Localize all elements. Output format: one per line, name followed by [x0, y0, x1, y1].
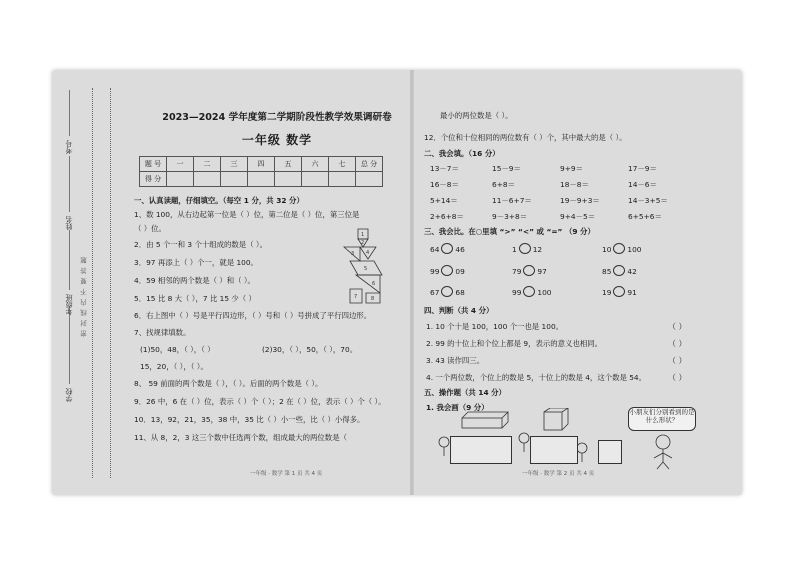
- question-7-part-1: (1)50，48，（ ），（ ）: [140, 345, 215, 354]
- svg-text:8: 8: [371, 296, 375, 302]
- score-input-cell[interactable]: [248, 172, 275, 187]
- score-cell: 题 号: [140, 157, 167, 172]
- drawing-answer-box-1[interactable]: [450, 436, 512, 464]
- svg-text:3: 3: [351, 251, 355, 257]
- cuboid-top-icon: [462, 412, 508, 418]
- school-label: 学校: [65, 388, 73, 402]
- seal-line-outer: [92, 88, 93, 478]
- name-line: [69, 156, 70, 212]
- calc-item: 16－8＝: [430, 180, 459, 189]
- score-cell: 一: [167, 157, 194, 172]
- cartoon-child-icon: [648, 432, 678, 470]
- exam-no-label: 考号: [65, 140, 73, 154]
- section-2-heading: 二、我会填。（16 分）: [424, 149, 500, 158]
- compare-circle[interactable]: [613, 265, 625, 276]
- compare-circle[interactable]: [441, 243, 453, 254]
- calc-item: 9+9＝: [560, 164, 583, 173]
- cube-object-icon: [544, 412, 562, 430]
- score-input-cell[interactable]: [356, 172, 383, 187]
- question-8: 8、 59 前面的两个数是（ ），（ ）。后面的两个数是（ ）。: [134, 379, 323, 388]
- calc-item: 5+14＝: [430, 196, 458, 205]
- svg-text:1: 1: [361, 232, 365, 238]
- compare-circle[interactable]: [441, 265, 453, 276]
- calc-item: 14－3+5＝: [628, 196, 668, 205]
- svg-text:2: 2: [361, 240, 365, 246]
- calc-item: 9－3+8＝: [492, 212, 528, 221]
- judge-2: 2. 99 的十位上和个位上都是 9，表示的意义也相同。: [426, 339, 603, 348]
- judge-2-answer[interactable]: （ ）: [668, 339, 687, 348]
- svg-text:4: 4: [366, 250, 370, 256]
- footer-right: 一年级 · 数学 第 2 页 共 4 页: [522, 471, 595, 477]
- calc-item: 11－6+7＝: [492, 196, 532, 205]
- compare-item: 67 68: [430, 288, 465, 297]
- score-cell: 二: [194, 157, 221, 172]
- child-head-icon: [519, 433, 529, 443]
- score-input-cell[interactable]: [194, 172, 221, 187]
- cube-top-icon: [544, 408, 568, 412]
- compare-circle[interactable]: [613, 243, 625, 254]
- score-input-cell[interactable]: [275, 172, 302, 187]
- exam-no-line: [69, 90, 70, 136]
- judge-4: 4. 一个两位数，个位上的数是 5，十位上的数是 4，这个数是 54。: [426, 373, 647, 382]
- exam-subtitle: 一年级 数学: [241, 133, 313, 147]
- calc-item: 6+5+6＝: [628, 212, 662, 221]
- calc-item: 2+6+8＝: [430, 212, 464, 221]
- score-input-cell[interactable]: [302, 172, 329, 187]
- score-cell: 七: [329, 157, 356, 172]
- calc-item: 15－9＝: [492, 164, 521, 173]
- question-10: 10．13，92，21，35，38 中，35 比（ ）小一些，比（ ）小得多。: [134, 415, 365, 424]
- score-table-header-row: [140, 157, 383, 172]
- compare-item: 79 97: [512, 267, 547, 276]
- calc-item: 13－7＝: [430, 164, 459, 173]
- question-5: 5．15 比 8 大（ ），7 比 15 少（ ）: [134, 294, 256, 303]
- judge-3-answer[interactable]: （ ）: [668, 356, 687, 365]
- question-4: 4．59 相邻的两个数是（ ）和（ ）。: [134, 276, 255, 285]
- question-7-part-2: (2)30，（ ），50，（ ），70。: [262, 345, 358, 354]
- tangram-triangle-6: [356, 275, 380, 293]
- question-2: 2．由 5 个一和 3 个十组成的数是（ ）。: [134, 240, 268, 249]
- section-5-heading: 五、操作题（共 14 分）: [424, 388, 506, 397]
- cuboid-side-icon: [502, 412, 508, 428]
- compare-item: 85 42: [602, 267, 637, 276]
- seal-warning: 密 封 线 内 不 要 答 题: [80, 256, 88, 338]
- child-head-icon: [577, 443, 587, 453]
- judge-1-answer[interactable]: （ ）: [668, 322, 687, 331]
- svg-text:7: 7: [354, 294, 358, 300]
- compare-item: 1 12: [512, 245, 543, 254]
- judge-1: 1. 10 个十是 100，100 个一也是 100。: [426, 322, 564, 331]
- section-4-heading: 四、判断（共 4 分）: [424, 306, 494, 315]
- school-line: [69, 306, 70, 384]
- compare-circle[interactable]: [523, 286, 535, 297]
- grade-class-label: 年级班: [65, 294, 73, 315]
- score-input-cell[interactable]: [221, 172, 248, 187]
- svg-text:5: 5: [364, 266, 368, 272]
- speech-bubble: 小朋友们分别看到的是什么形状？: [628, 407, 696, 431]
- score-cell: 四: [248, 157, 275, 172]
- question-1-line-2: （ ）位。: [134, 224, 166, 233]
- compare-circle[interactable]: [523, 265, 535, 276]
- drawing-answer-box-3[interactable]: [598, 440, 622, 464]
- compare-circle[interactable]: [613, 286, 625, 297]
- score-cell: 六: [302, 157, 329, 172]
- drawing-answer-box-2[interactable]: [530, 436, 578, 464]
- calc-item: 17－9＝: [628, 164, 657, 173]
- grade-class-line: [69, 230, 70, 290]
- score-cell: 总 分: [356, 157, 383, 172]
- question-3: 3．97 再添上（ ）个一，就是 100。: [134, 258, 258, 267]
- score-cell: 得 分: [140, 172, 167, 187]
- question-11-continued: 最小的两位数是（ ）。: [440, 111, 513, 120]
- question-9: 9．26 中，6 在（ ）位，表示（ ）个（ ）；2 在（ ）位，表示（ ）个（ ）。: [134, 397, 386, 406]
- score-input-cell[interactable]: [329, 172, 356, 187]
- question-6: 6．右上图中（ ）号是平行四边形，（ ）号和（ ）号拼成了平行四边形。: [134, 311, 372, 320]
- svg-text:6: 6: [372, 281, 376, 287]
- question-11: 11、从 8，2，3 这三个数中任选两个数，组成最大的两位数是（: [134, 433, 347, 442]
- calc-item: 9+4－5＝: [560, 212, 596, 221]
- question-7-part-3: 15，20，（ ），（ ）。: [140, 362, 208, 371]
- calc-item: 14－6＝: [628, 180, 657, 189]
- compare-item: 10 100: [602, 245, 642, 254]
- compare-circle[interactable]: [441, 286, 453, 297]
- compare-item: 99 09: [430, 267, 465, 276]
- section-3-heading: 三、我会比。在○里填 “>” “<” 或 “=” （9 分）: [424, 227, 595, 236]
- calc-item: 18－8＝: [560, 180, 589, 189]
- score-table: [139, 156, 383, 187]
- compare-item: 99 100: [512, 288, 552, 297]
- question-12: 12．个位和十位相同的两位数有（ ）个，其中最大的是（ ）。: [424, 133, 627, 142]
- score-cell: 三: [221, 157, 248, 172]
- exam-sheet: [52, 70, 742, 495]
- score-table-score-row: [140, 172, 383, 187]
- child-head-icon: [439, 437, 449, 447]
- exam-title: 2023—2024 学年度第二学期阶段性教学效果调研卷: [162, 112, 392, 123]
- compare-circle[interactable]: [519, 243, 531, 254]
- operation-1: 1. 我会画（9 分）: [426, 403, 489, 412]
- question-1-line-1: 1、数 100，从右边起第一位是（ ）位，第二位是（ ）位，第三位是: [134, 210, 360, 219]
- score-cell: 五: [275, 157, 302, 172]
- calc-item: 19－9+3＝: [560, 196, 600, 205]
- tangram-figure: [336, 227, 390, 307]
- seal-line-inner: [110, 88, 111, 478]
- calc-item: 6+8＝: [492, 180, 515, 189]
- section-1-heading: 一、认真读题，仔细填空。（每空 1 分，共 32 分）: [134, 196, 304, 205]
- compare-item: 19 91: [602, 288, 637, 297]
- footer-left: 一年级 · 数学 第 1 页 共 4 页: [250, 471, 323, 477]
- name-label: 姓名: [65, 216, 73, 230]
- judge-4-answer[interactable]: （ ）: [668, 373, 687, 382]
- cuboid-object-icon: [462, 418, 502, 428]
- compare-item: 64 46: [430, 245, 465, 254]
- judge-3: 3. 43 读作四三。: [426, 356, 485, 365]
- score-input-cell[interactable]: [167, 172, 194, 187]
- binding-strip: [52, 70, 130, 495]
- question-7: 7、找规律填数。: [134, 328, 191, 337]
